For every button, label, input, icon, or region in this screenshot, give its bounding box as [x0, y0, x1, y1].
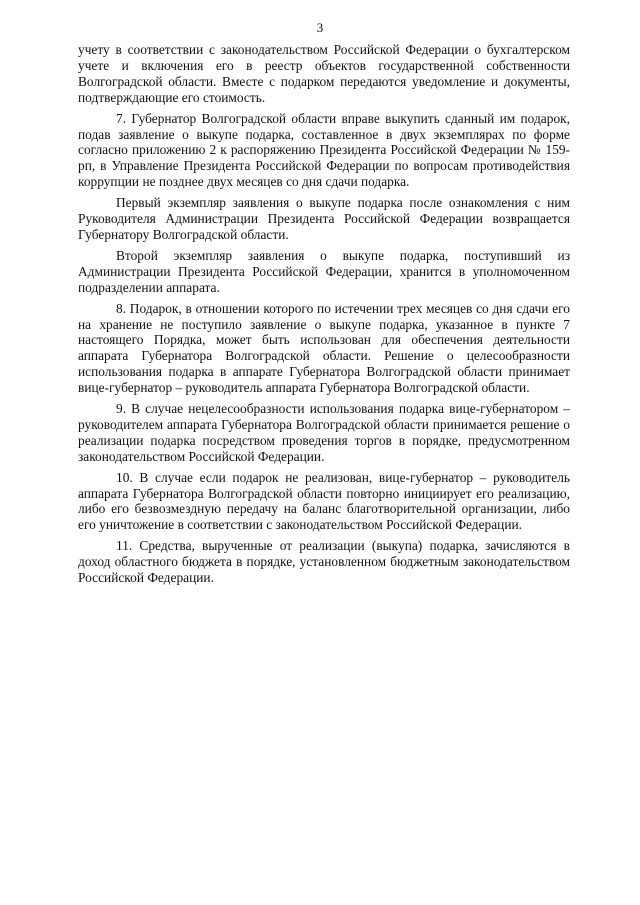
paragraph-first-copy: Первый экземпляр заявления о выкупе подарка после ознакомления с ним Руководителя Администрации Президента Российской Федерации возвращается Губернатору Волгоградской области.: [78, 195, 570, 242]
document-body: [78, 42, 570, 586]
paragraph-item-8: 8. Подарок, в отношении которого по истечении трех месяцев со дня сдачи его на хранение не поступило заявление о выкупе подарка, указанное в пункте 7 настоящего Порядка, может быть использован для обеспечения деятельности аппарата Губернатора Волгоградской области. Решение о целесообразности использования подарка в аппарате Губернатора Волгоградской области принимает вице-губернатор – руководитель аппарата Губернатора Волгоградской области.: [78, 300, 570, 396]
paragraph-second-copy: Второй экземпляр заявления о выкупе подарка, поступивший из Администрации Президента Российской Федерации, хранится в уполномоченном подразделении аппарата.: [78, 247, 570, 295]
paragraph-item-7: 7. Губернатор Волгоградской области вправе выкупить сданный им подарок, подав заявление о выкупе подарка, составленное в двух экземплярах по форме согласно приложению 2 к распоряжению Президента Российской Федерации № 159-рп, в Управление Президента Российской Федерации по вопросам противодействия коррупции не позднее двух месяцев со дня сдачи подарка.: [78, 110, 570, 190]
paragraph-item-11: 11. Средства, вырученные от реализации (выкупа) подарка, зачисляются в доход областного бюджета в порядке, установленном бюджетным законодательством Российской Федерации.: [78, 538, 570, 586]
paragraph-continuation: учету в соответствии с законодательством Российской Федерации о бухгалтерском учете и включения его в реестр объектов государственной собственности Волгоградской области. Вместе с подарком передаются уведомление и документы, подтверждающие его стоимость.: [78, 42, 570, 105]
paragraph-item-10: 10. В случае если подарок не реализован, вице-губернатор – руководитель аппарата Губернатора Волгоградской области повторно инициирует его реализацию, либо его безвозмездную передачу на баланс благотворительной организации, либо его уничтожение в соответствии с законодательством Российской Федерации.: [78, 469, 570, 533]
paragraph-item-9: 9. В случае нецелесообразности использования подарка вице-губернатором – руководителем аппарата Губернатора Волгоградской области принимается решение о реализации подарка посредством проведения торгов в порядке, предусмотренном законодательством Российской Федерации.: [78, 401, 570, 464]
page-number: 3: [316, 20, 324, 35]
